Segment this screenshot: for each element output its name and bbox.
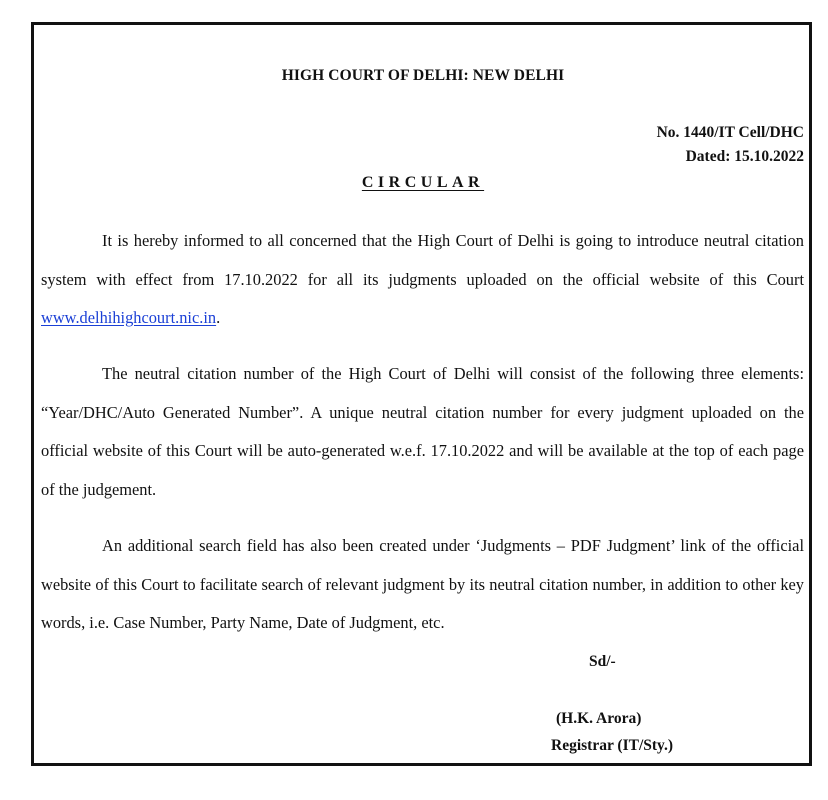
circular-date: Dated: 15.10.2022 bbox=[685, 148, 804, 165]
paragraph-introduction-end: . bbox=[216, 308, 221, 327]
paragraph-introduction bbox=[41, 222, 804, 338]
signatory-designation: Registrar (IT/Sty.) bbox=[551, 737, 673, 754]
signatory-name: (H.K. Arora) bbox=[556, 710, 642, 727]
paragraph-citation-format: The neutral citation number of the High Court of Delhi will consist of the following three elements: “Year/DHC/Auto Generated Number”. A unique neutral citation number for every judgment uploaded on the official website of this Court will be auto-generated w.e.f. 17.10.2022 and will be available at the top of each page of the judgement. bbox=[41, 364, 804, 499]
court-heading: HIGH COURT OF DELHI: NEW DELHI bbox=[281, 67, 565, 84]
signature-sd: Sd/- bbox=[589, 653, 616, 670]
circular-title: CIRCULAR bbox=[361, 174, 485, 191]
paragraph-introduction-text: It is hereby informed to all concerned that the High Court of Delhi is going to introduce neutral citation system with effect from 17.10.2022 for all its judgments uploaded on the official website of this Court bbox=[41, 231, 804, 289]
court-website-link[interactable]: www.delhihighcourt.nic.in bbox=[41, 308, 217, 327]
paragraph-search-field: An additional search field has also been created under ‘Judgments – PDF Judgment’ link of the official website of this Court to facilitate search of relevant judgment by its neutral citation number, in addition to other key words, i.e. Case Number, Party Name, Date of Judgment, etc. bbox=[41, 536, 804, 632]
reference-number: No. 1440/IT Cell/DHC bbox=[656, 124, 804, 141]
